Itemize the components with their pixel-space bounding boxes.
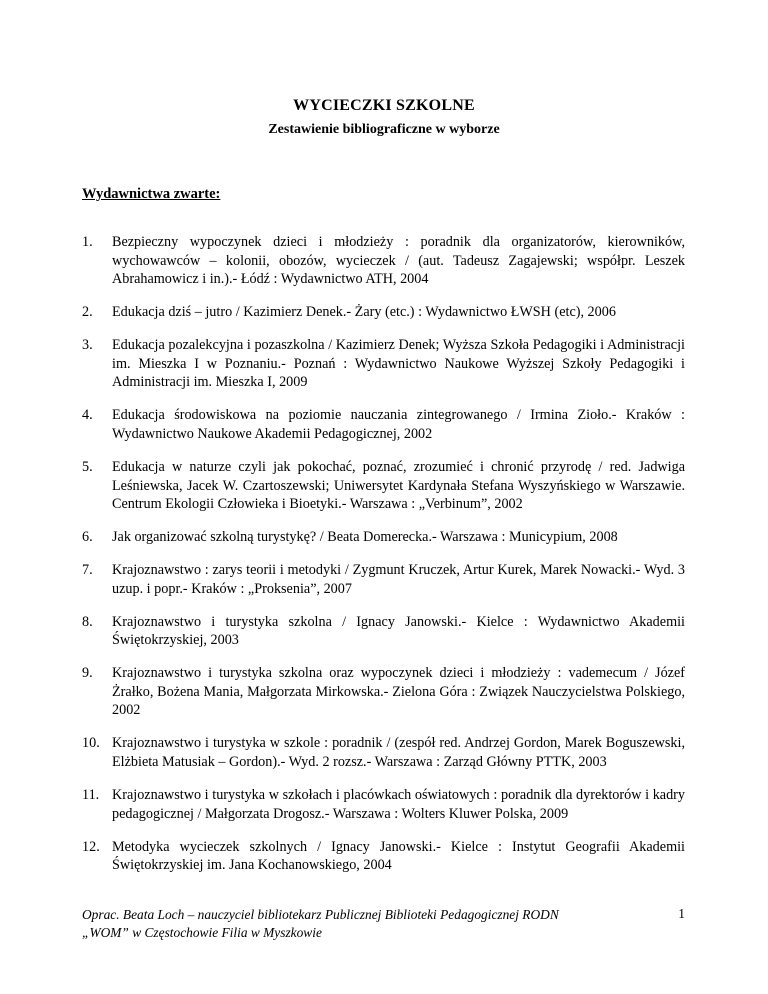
item-number: 4. <box>82 407 93 424</box>
item-text: Krajoznawstwo : zarys teorii i metodyki / Zygmunt Kruczek, Artur Kurek, Marek Nowacki.- Wyd. 3 uzup. i popr.- Kraków : „Proksenia”, 2007 <box>112 562 685 597</box>
bibliography-item <box>82 303 685 322</box>
bibliography-item <box>82 528 685 547</box>
bibliography-item <box>82 734 685 771</box>
item-number: 2. <box>82 304 93 321</box>
bibliography-list <box>82 233 685 889</box>
item-number: 3. <box>82 337 93 354</box>
bibliography-item <box>82 561 685 598</box>
item-text: Krajoznawstwo i turystyka szkolna oraz wypoczynek dzieci i młodzieży : vademecum / Józef Żrałko, Bożena Mania, Małgorzata Mirkowska.- Zielona Góra : Związek Nauczycielstwa Polskiego, 2002 <box>112 665 685 719</box>
bibliography-item <box>82 458 685 514</box>
item-text: Edukacja w naturze czyli jak pokochać, poznać, zrozumieć i chronić przyrodę / red. Jadwiga Leśniewska, Jacek W. Czartoszewski; Uniwersytet Kardynała Stefana Wyszyńskiego w Warszawie. Centrum Ekologii Człowieka i Bioetyki.- Warszawa : „Verbinum”, 2002 <box>112 458 685 513</box>
bibliography-item <box>82 406 685 443</box>
bibliography-item <box>82 664 685 720</box>
bibliography-item <box>82 613 685 650</box>
item-text: Edukacja dziś – jutro / Kazimierz Denek.- Żary (etc.) : Wydawnictwo ŁWSH (etc), 2006 <box>112 304 616 321</box>
item-number: 1. <box>82 234 93 250</box>
footer-line-2: „WOM” w Częstochowie Filia w Myszkowie <box>82 925 322 940</box>
bibliography-item <box>82 838 685 875</box>
item-number: 10. <box>82 735 100 752</box>
item-number: 8. <box>82 613 93 630</box>
footer-credit <box>82 906 642 942</box>
bibliography-item <box>82 336 685 392</box>
item-number: 11. <box>82 786 100 803</box>
item-number: 6. <box>82 529 93 546</box>
item-text: Krajoznawstwo i turystyka szkolna / Ignacy Janowski.- Kielce : Wydawnictwo Akademii Świętokrzyskiej, 2003 <box>112 613 685 649</box>
item-number: 5. <box>82 458 93 475</box>
item-number: 12. <box>82 838 100 855</box>
bibliography-item <box>82 233 685 289</box>
page-number: 1 <box>678 906 685 921</box>
footer-line-1: Oprac. Beata Loch – nauczyciel bibliotekarz Publicznej Biblioteki Pedagogicznej RODN <box>82 907 559 922</box>
page-subtitle: Zestawienie bibliograficzne w wyborze <box>268 122 500 137</box>
item-text: Edukacja pozalekcyjna i pozaszkolna / Kazimierz Denek; Wyższa Szkoła Pedagogiki i Administracji im. Mieszka I w Poznaniu.- Poznań : Wydawnictwo Naukowe Wyższej Szkoły Pedagogiki i Administracji im. Mieszka I, 2009 <box>112 337 685 391</box>
bibliography-item <box>82 786 685 823</box>
item-text: Jak organizować szkolną turystykę? / Beata Domerecka.- Warszawa : Municypium, 2008 <box>112 529 618 546</box>
item-text: Krajoznawstwo i turystyka w szkole : poradnik / (zespół red. Andrzej Gordon, Marek Boguszewski, Elżbieta Matusiak – Gordon).- Wyd. 2 rozsz.- Warszawa : Zarząd Główny PTTK, 2003 <box>112 735 685 770</box>
item-text: Metodyka wycieczek szkolnych / Ignacy Janowski.- Kielce : Instytut Geografii Akademii Świętokrzyskiej im. Jana Kochanowskiego, 2004 <box>112 838 685 874</box>
item-text: Krajoznawstwo i turystyka w szkołach i placówkach oświatowych : poradnik dla dyrektorów i kadry pedagogicznej / Małgorzata Drogosz.- Warszawa : Wolters Kluwer Polska, 2009 <box>112 786 685 822</box>
page-title: WYCIECZKI SZKOLNE <box>293 97 475 114</box>
item-text: Edukacja środowiskowa na poziomie nauczania zintegrowanego / Irmina Zioło.- Kraków : Wydawnictwo Naukowe Akademii Pedagogicznej, 2002 <box>112 407 685 442</box>
item-text: Bezpieczny wypoczynek dzieci i młodzieży : poradnik dla organizatorów, kierowników, wychowawców – kolonii, obozów, wycieczek / (aut. Tadeusz Zagajewski; współpr. Leszek Abrahamowicz i in.).- Łódź : Wydawnictwo ATH, 2004 <box>112 234 685 288</box>
item-number: 9. <box>82 665 93 682</box>
section-heading: Wydawnictwa zwarte: <box>82 186 221 202</box>
item-number: 7. <box>82 562 93 579</box>
